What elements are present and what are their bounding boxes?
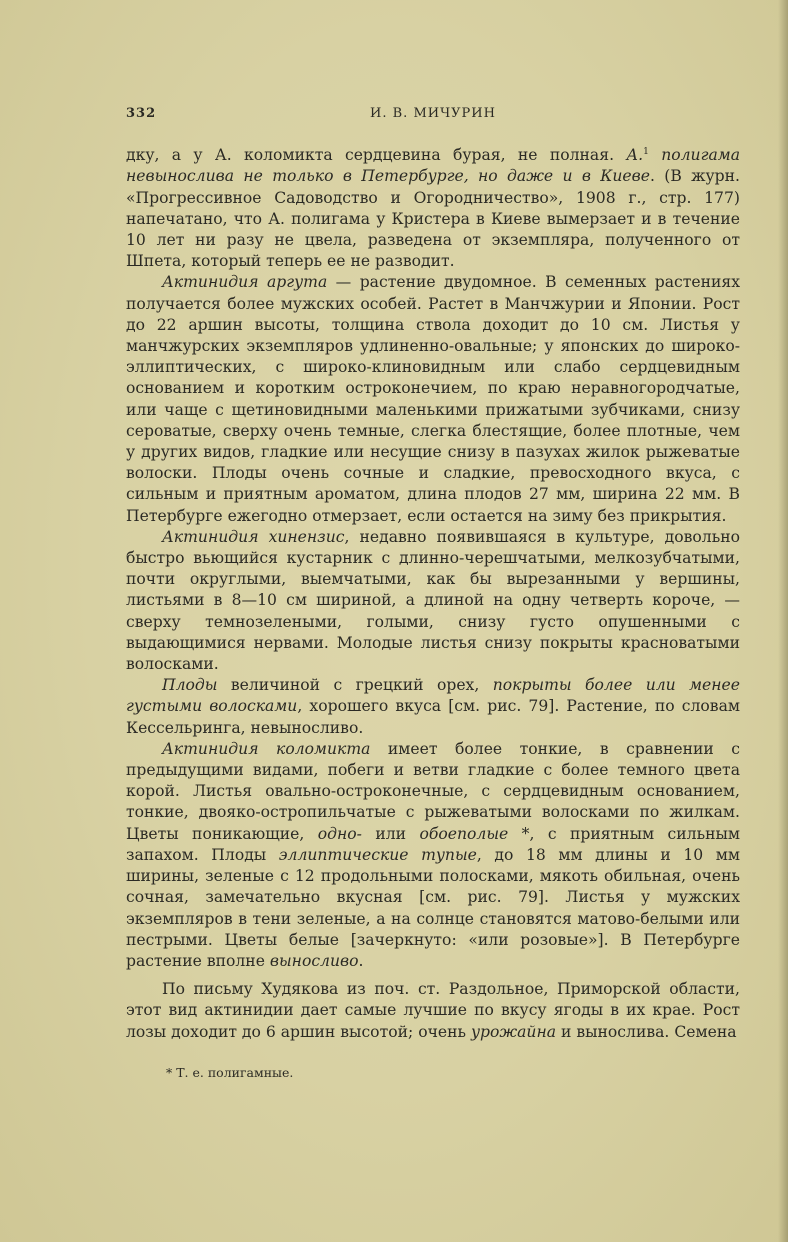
p5-italic-a: Актинидия коломикта bbox=[162, 739, 371, 758]
p1-italic-a: А. bbox=[626, 146, 644, 165]
p1-text-b: . (В журн. «Прогрессивное Садоводство и Огородничество», 1908 г., стр. 177) напечатано, что А. полигама у Кристера в Киеве вымерзает и в течение 10 лет ни разу не цвела, разведена от экземпляра, полученного от Шпета, который теперь ее не разводит. bbox=[126, 167, 740, 271]
p5-italic-d: эллиптические тупые bbox=[278, 845, 477, 864]
p5-text-d: , до 18 мм длины и 10 мм ширины, зеленые с 12 продольными полосками, мякоть обильная, очень сочная, замечательно вкусная [см. рис. 79]. Листья у мужских экземпляров в тени зеленые, а на солнце становятся матово-белыми или пестрыми. Цветы белые [зачеркнуто: «или розовые»]. В Петербурге растение вполне bbox=[126, 845, 740, 970]
p6-text-a: По письму Худякова из поч. ст. Раздольное, Приморской области, этот вид актинидии дает самые лучшие по вкусу ягоды в их крае. Рост лозы доходит до 6 аршин высотой; очень bbox=[126, 980, 740, 1041]
page-edge-shadow bbox=[778, 0, 788, 1242]
footnote: * Т. е. полигамные. bbox=[166, 1065, 294, 1080]
p5-text-b: или bbox=[361, 824, 420, 843]
p2-italic: Актинидия аргута bbox=[162, 273, 328, 292]
p1-italic-b: полигама невынослива не только в Петербурге, но даже и в Киеве bbox=[126, 146, 741, 186]
p3-text: , недавно появившаяся в культуре, довольно быстро вьющийся кустарник с длинно-черешчатыми, мелкозубчатыми, почти округлыми, выемчатыми, как бы вырезанными у вершины, листьями в 8—10 см шириной, а длиной на одну четверть короче, — сверху темнозелеными, голыми, снизу густо опушенными с выдающимися нервами. Молодые листья снизу покрыты красноватыми волосками. bbox=[126, 527, 740, 674]
p4-italic-b: покрыты более или менее густыми волосками bbox=[126, 676, 740, 716]
p5-italic-c: обоеполые bbox=[419, 824, 509, 843]
p1-text-a: дку, а у А. коломикта сердцевина бурая, не полная. bbox=[126, 146, 627, 165]
p4-italic-a: Плоды bbox=[162, 676, 218, 695]
body-text bbox=[126, 142, 740, 1043]
paragraph-2 bbox=[126, 272, 740, 526]
p3-italic: Актинидия хинензис bbox=[162, 527, 345, 546]
p5-text-a: имеет более тонкие, в сравнении с предыдущими видами, побеги и ветви гладкие с более темного цвета корой. Листья овально-остроконечные, с сердцевидным основанием, тонкие, двояко-остропильчатые с рыжеватыми волосками по жилкам. Цветы поникающие, bbox=[126, 739, 740, 843]
p6-italic: урожайна bbox=[470, 1022, 557, 1041]
p4-text-b: , хорошего вкуса [см. рис. 79]. Растение, по словам Кессельринга, невыносливо. bbox=[126, 697, 741, 737]
p5-text-e: . bbox=[358, 951, 364, 970]
p6-text-b: и вынослива. Семена bbox=[556, 1022, 737, 1041]
page-header bbox=[126, 106, 740, 126]
paragraph-6 bbox=[126, 979, 740, 1043]
p5-text-c: *, с приятным сильным запахом. Плоды bbox=[126, 824, 741, 864]
paragraph-4 bbox=[126, 675, 740, 739]
paragraph-3 bbox=[126, 527, 740, 675]
paragraph-5 bbox=[126, 739, 740, 972]
p5-italic-e: выносливо bbox=[269, 951, 359, 970]
page-number: 332 bbox=[126, 106, 157, 121]
p2-text: — растение двудомное. В семенных растениях получается более мужских особей. Растет в Манчжурии и Японии. Рост до 22 аршин высоты, толщина ствола доходит до 10 см. Листья у манчжурских экземпляров удлиненно-овальные; у японских до широко-эллиптических, с широко-клиновидным или слабо сердцевидным основанием и коротким остроконечием, по краю неравногородчатые, или чаще с щетиновидными маленькими прижатыми зубчиками, снизу сероватые, сверху очень темные, слегка блестящие, более плотные, чем у других видов, гладкие или несущие снизу в пазухах жилок рыжеватые волоски. Плоды очень сочные и сладкие, превосходного вкуса, с сильным и приятным ароматом, длина плодов 27 мм, ширина 22 мм. В Петербурге ежегодно отмерзает, если остается на зиму без прикрытия. bbox=[126, 273, 741, 525]
p5-italic-b: одно- bbox=[317, 824, 362, 843]
p1-marker: 1 bbox=[643, 147, 649, 157]
running-title: И. В. МИЧУРИН bbox=[370, 106, 496, 121]
p4-text-a: величиной с грецкий орех, bbox=[217, 676, 493, 695]
paragraph-1 bbox=[126, 142, 740, 272]
